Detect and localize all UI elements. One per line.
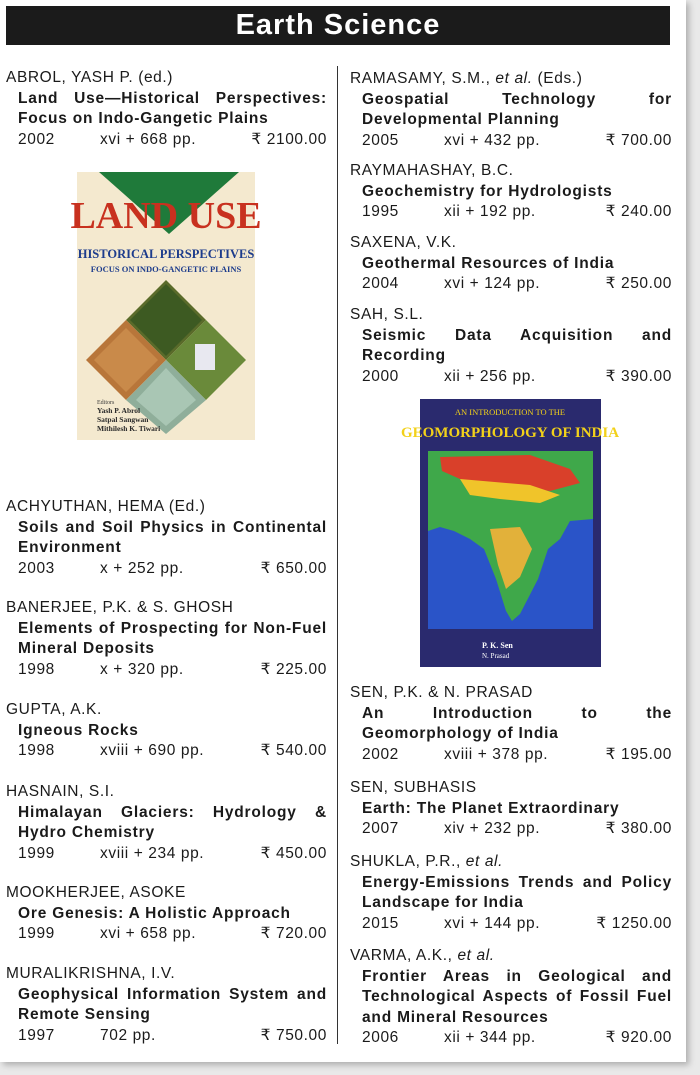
book-title: Soils and Soil Physics in Continental Environment: [18, 518, 327, 556]
book-author: [350, 69, 672, 90]
book-pages: xii + 192 pp.: [444, 203, 536, 220]
book-year: 1998: [18, 660, 55, 678]
book-meta: [350, 202, 672, 223]
book-year: 2006: [362, 1029, 399, 1046]
book-year: 2002: [18, 130, 55, 148]
book-price: ₹ 225.00: [260, 660, 327, 678]
book-meta: [6, 559, 327, 580]
cover-artwork: [400, 399, 620, 667]
book-author: SAXENA, V.K.: [350, 234, 457, 251]
book-pages: xii + 344 pp.: [444, 1029, 536, 1046]
book-title: Elements of Prospecting for Non-Fuel Mineral Deposits: [18, 619, 327, 657]
book-author: SEN, SUBHASIS: [350, 779, 477, 796]
cover-artwork: [70, 172, 262, 440]
book-pages: x + 252 pp.: [100, 559, 184, 577]
book-price: ₹ 450.00: [260, 844, 327, 862]
book-year: 1997: [18, 1026, 55, 1044]
book-meta: [6, 660, 327, 681]
book-meta: [350, 274, 672, 295]
book-year: 1995: [362, 203, 399, 220]
book-entry: [350, 946, 672, 1049]
book-price: ₹ 700.00: [605, 131, 672, 149]
book-author: BANERJEE, P.K. & S. GHOSH: [6, 599, 234, 616]
book-title: Frontier Areas in Geological and Technological Aspects of Fossil Fuel and Mineral Resources: [362, 967, 672, 1026]
section-banner: [6, 6, 670, 45]
author-etal: et al.: [457, 947, 495, 964]
book-year: 2002: [362, 745, 399, 763]
cover-editor-1: Yash P. Abrol: [97, 406, 141, 415]
book-meta: [6, 924, 327, 945]
cover-editor-2: Satpal Sangwan: [97, 415, 149, 424]
book-pages: xvi + 658 pp.: [100, 925, 197, 942]
book-author: [350, 946, 672, 967]
book-author: [350, 852, 672, 873]
book-entry: [350, 305, 672, 387]
book-title: Ore Genesis: A Holistic Approach: [18, 904, 291, 922]
book-author: HASNAIN, S.I.: [6, 783, 115, 800]
book-entry: [6, 497, 327, 579]
book-entry: [350, 69, 672, 151]
book-meta: [350, 367, 672, 388]
book-meta: [350, 819, 672, 840]
book-year: 2005: [362, 131, 399, 149]
book-pages: xvi + 432 pp.: [444, 131, 541, 149]
book-price: ₹ 195.00: [605, 745, 672, 763]
book-year: 1999: [18, 925, 55, 942]
book-title: Earth: The Planet Extraordinary: [362, 799, 620, 817]
book-entry: [6, 68, 327, 150]
book-author: ABROL, YASH P. (ed.): [6, 69, 174, 86]
book-entry: [350, 683, 672, 765]
book-year: 1998: [18, 742, 55, 759]
cover-author-1: P. K. Sen: [482, 641, 513, 650]
book-author: MOOKHERJEE, ASOKE: [6, 884, 186, 901]
book-meta: [6, 741, 327, 762]
book-title: Geospatial Technology for Developmental Planning: [362, 90, 672, 128]
book-entry: [6, 598, 327, 680]
book-price: ₹ 920.00: [605, 1029, 672, 1046]
book-year: 1999: [18, 844, 55, 862]
author-suffix: (Eds.): [532, 70, 583, 87]
book-price: ₹ 390.00: [605, 367, 672, 385]
author-name: VARMA, A.K.,: [350, 947, 458, 964]
book-price: ₹ 750.00: [260, 1026, 327, 1044]
book-entry: [350, 852, 672, 934]
book-meta: [350, 1028, 672, 1049]
book-year: 2007: [362, 820, 399, 837]
book-pages: xiv + 232 pp.: [444, 820, 541, 837]
book-title: Geothermal Resources of India: [362, 254, 615, 272]
book-title: Geophysical Information System and Remote Sensing: [18, 985, 327, 1023]
book-title: Energy-Emissions Trends and Policy Landscape for India: [362, 873, 672, 911]
book-entry: [6, 964, 327, 1046]
book-pages: xvi + 668 pp.: [100, 130, 197, 148]
book-pages: x + 320 pp.: [100, 660, 184, 678]
book-meta: [6, 130, 327, 151]
book-author: ACHYUTHAN, HEMA (Ed.): [6, 498, 206, 515]
photo-figure: [195, 344, 215, 370]
book-year: 2000: [362, 367, 399, 385]
author-name: SHUKLA, P.R.,: [350, 853, 466, 870]
book-pages: xviii + 234 pp.: [100, 844, 205, 862]
cover-editor-3: Mithilesh K. Tiwari: [97, 424, 161, 433]
cover-author-2: N. Prasad: [482, 652, 510, 660]
book-entry: [350, 233, 672, 295]
book-author: SAH, S.L.: [350, 306, 424, 323]
column-divider: [337, 66, 338, 1044]
book-price: ₹ 720.00: [260, 925, 327, 942]
book-author: GUPTA, A.K.: [6, 701, 102, 718]
book-cover-geomorphology: [400, 399, 620, 667]
book-price: ₹ 250.00: [605, 275, 672, 292]
book-title: Land Use—Historical Perspectives: Focus on Indo-Gangetic Plains: [18, 89, 327, 127]
book-author: RAYMAHASHAY, B.C.: [350, 162, 514, 179]
book-entry: [350, 778, 672, 840]
book-meta: [350, 745, 672, 766]
author-name: RAMASAMY, S.M.,: [350, 70, 496, 87]
book-entry: [350, 161, 672, 223]
book-year: 2003: [18, 559, 55, 577]
book-pages: xvi + 124 pp.: [444, 275, 541, 292]
section-title: Earth Science: [235, 9, 441, 41]
book-year: 2015: [362, 914, 399, 932]
cover-subtitle: HISTORICAL PERSPECTIVES: [77, 247, 255, 261]
book-pages: xii + 256 pp.: [444, 367, 536, 385]
book-meta: [350, 131, 672, 152]
book-title: Geochemistry for Hydrologists: [362, 182, 613, 200]
book-meta: [6, 844, 327, 865]
book-price: ₹ 650.00: [260, 559, 327, 577]
book-title: Igneous Rocks: [18, 721, 139, 739]
book-year: 2004: [362, 275, 399, 292]
book-pages: xviii + 378 pp.: [444, 745, 549, 763]
book-author: SEN, P.K. & N. PRASAD: [350, 684, 533, 701]
book-meta: [6, 1026, 327, 1047]
book-price: ₹ 540.00: [260, 742, 327, 759]
cover-title-line1: AN INTRODUCTION TO THE: [454, 407, 566, 417]
cover-editors-label: Editors: [97, 400, 115, 406]
book-price: ₹ 380.00: [605, 820, 672, 837]
book-title: An Introduction to the Geomorphology of India: [362, 704, 672, 742]
book-entry: [6, 883, 327, 945]
book-price: ₹ 2100.00: [251, 130, 327, 148]
book-title: Seismic Data Acquisition and Recording: [362, 326, 672, 364]
book-pages: xviii + 690 pp.: [100, 742, 205, 759]
book-cover-land-use: [70, 172, 262, 440]
book-price: ₹ 240.00: [605, 203, 672, 220]
book-pages: 702 pp.: [100, 1026, 156, 1044]
book-author: MURALIKRISHNA, I.V.: [6, 965, 176, 982]
book-pages: xvi + 144 pp.: [444, 914, 541, 932]
cover-title: LAND USE: [70, 195, 262, 237]
book-title: Himalayan Glaciers: Hydrology & Hydro Chemistry: [18, 803, 327, 841]
book-entry: [6, 782, 327, 864]
book-price: ₹ 1250.00: [596, 914, 672, 932]
book-entry: [6, 700, 327, 762]
author-etal: et al.: [495, 70, 533, 87]
author-etal: et al.: [465, 853, 504, 870]
cover-subtitle-2: FOCUS ON INDO-GANGETIC PLAINS: [90, 264, 242, 274]
cover-title-line2: GEOMORPHOLOGY OF INDIA: [400, 425, 620, 441]
book-meta: [350, 914, 672, 935]
